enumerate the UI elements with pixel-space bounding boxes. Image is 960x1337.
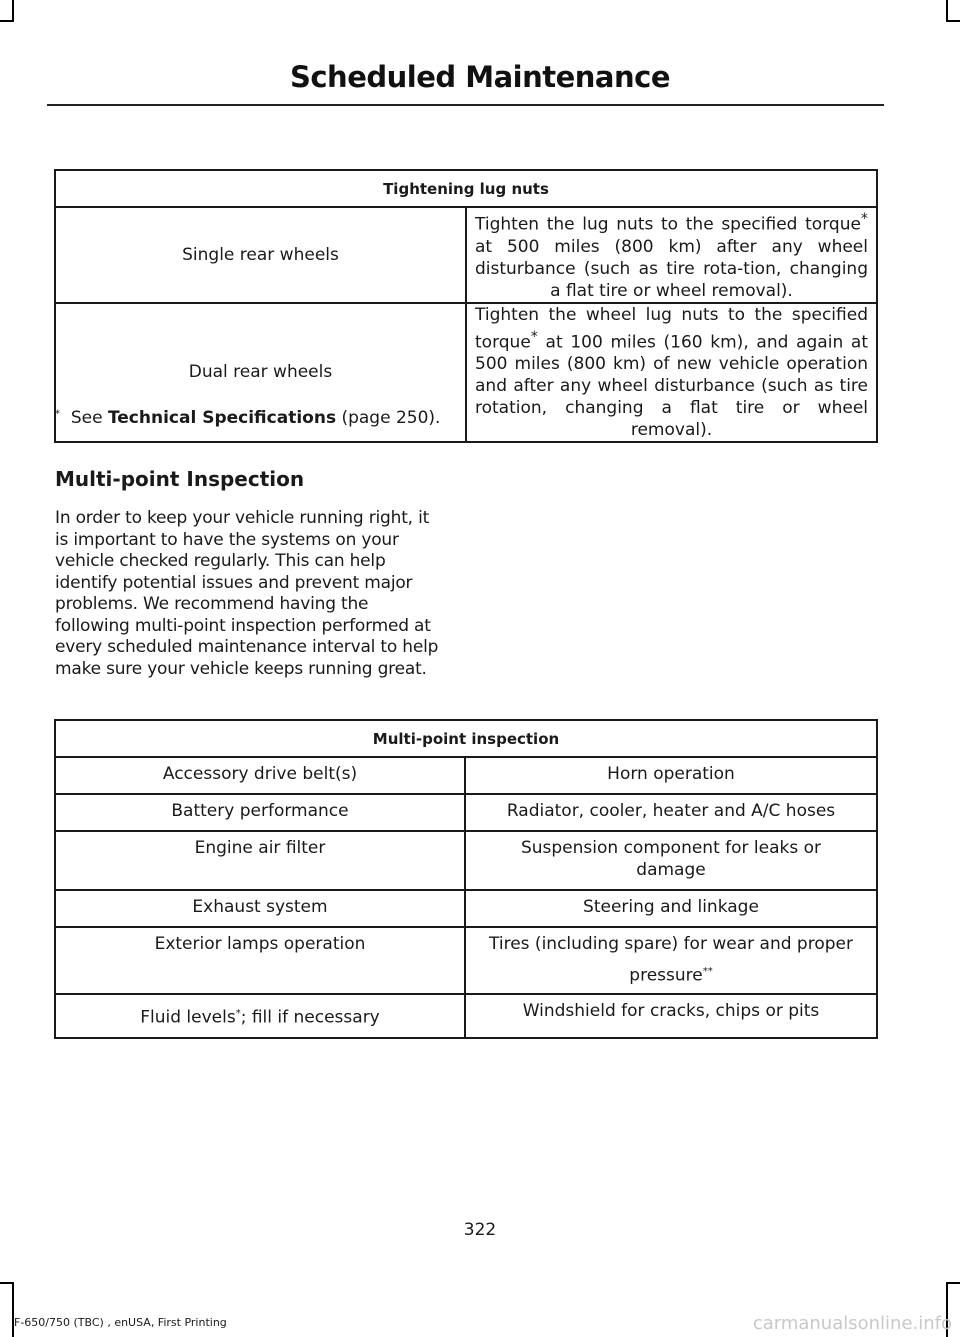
mpi-cell xyxy=(465,927,877,994)
mpi-cell: Windshield for cracks, chips or pits xyxy=(465,994,877,1038)
lug-row-label: Single rear wheels xyxy=(55,207,466,303)
table-row xyxy=(55,831,877,890)
crop-mark-top-left-vertical xyxy=(12,0,14,22)
footer-doc-info: F-650/750 (TBC) , enUSA, First Printing xyxy=(14,1316,227,1329)
mpi-cell: Fluid levels*; fill if necessary xyxy=(55,994,465,1038)
intro-paragraph: In order to keep your vehicle running right, it is important to have the systems on your vehicle checked regularly. This can help identify potential issues and prevent major problems. We recommend having the following multi-point inspection performed at every scheduled maintenance interval to help make sure your vehicle keeps running great. xyxy=(55,508,439,679)
crop-mark-top-left-horizontal xyxy=(0,20,14,22)
table-row xyxy=(55,207,877,303)
lug-nut-table xyxy=(54,169,878,443)
table-row xyxy=(55,994,877,1038)
crop-mark-top-right-horizontal xyxy=(946,20,960,22)
footnote-marker: * xyxy=(55,408,60,420)
watermark: carmanualsonline.info xyxy=(752,1313,952,1334)
mpi-cell-line: Tires (including spare) for wear and proper xyxy=(489,934,853,954)
mpi-cell: Accessory drive belt(s) xyxy=(55,757,465,794)
mpi-cell: Radiator, cooler, heater and A/C hoses xyxy=(465,794,877,831)
crop-mark-top-right-vertical xyxy=(946,0,948,22)
mpi-cell: Horn operation xyxy=(465,757,877,794)
lug-table-title: Tightening lug nuts xyxy=(55,170,877,207)
crop-mark-bottom-right-horizontal xyxy=(946,1282,960,1284)
mpi-cell: Exterior lamps operation xyxy=(55,927,465,994)
lug-row-text: Tighten the lug nuts to the specified torque* at 500 miles (800 km) after any wheel disturbance (such as tire rota-tion, changing a flat tire or wheel removal). xyxy=(466,207,877,303)
crop-mark-bottom-left-horizontal xyxy=(0,1282,14,1284)
lug-row-label: Dual rear wheels xyxy=(55,303,466,443)
mpi-cell: Engine air filter xyxy=(55,831,465,890)
mpi-cell: Battery performance xyxy=(55,794,465,831)
section-heading: Multi-point Inspection xyxy=(55,467,305,491)
table-row xyxy=(55,794,877,831)
mpi-cell: Steering and linkage xyxy=(465,890,877,927)
footnote xyxy=(55,408,440,428)
table-row xyxy=(55,927,877,994)
footnote-marker: * xyxy=(530,328,538,345)
mpi-cell-line: pressure** xyxy=(629,965,713,986)
mpi-cell: Exhaust system xyxy=(55,890,465,927)
page-header-title: Scheduled Maintenance xyxy=(289,60,671,94)
table-row xyxy=(55,890,877,927)
footnote-page-ref: (page 250). xyxy=(341,408,441,428)
table-row xyxy=(55,757,877,794)
multi-point-inspection-table xyxy=(54,719,878,1039)
footnote-see: See xyxy=(70,408,103,428)
mpi-cell: Suspension component for leaks or damage xyxy=(465,831,877,890)
footnote-marker: ** xyxy=(702,966,713,977)
technical-specifications-link[interactable]: Technical Specifications xyxy=(107,408,337,428)
lug-row-text: Tighten the wheel lug nuts to the specified torque* at 100 miles (160 km), and again at 500 miles (800 km) of new vehicle operation and after any wheel disturbance (such as tire rotation, changing a flat tire or wheel removal). xyxy=(466,303,877,443)
footnote-marker: * xyxy=(860,211,868,227)
header-divider xyxy=(47,104,884,106)
mpi-table-title: Multi-point inspection xyxy=(55,720,877,757)
footnote-marker: * xyxy=(235,1008,241,1020)
page-number: 322 xyxy=(463,1220,497,1240)
